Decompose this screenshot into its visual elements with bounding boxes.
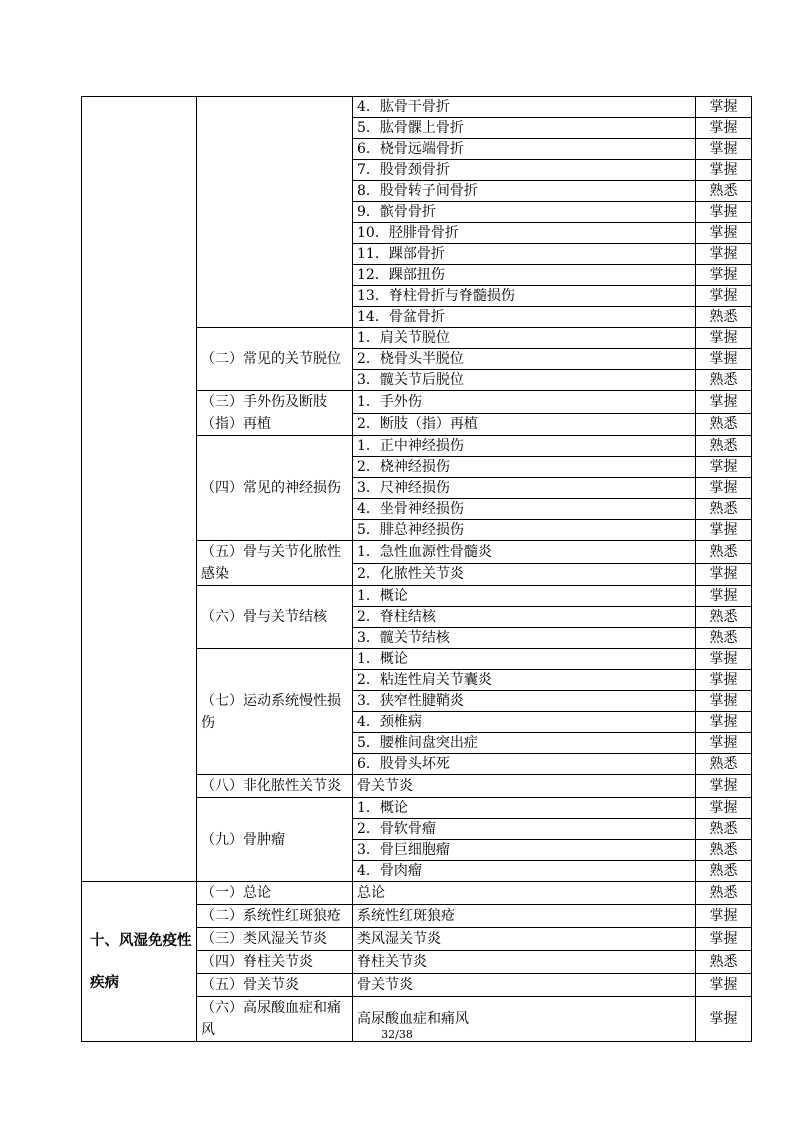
- subsection-cell: （八）非化脓性关节炎: [197, 775, 353, 798]
- item-cell: 13．脊柱骨折与脊髓损伤: [353, 286, 696, 307]
- requirement-cell: 熟悉: [696, 181, 752, 202]
- item-cell: 1．概论: [353, 798, 696, 819]
- requirement-cell: 熟悉: [696, 754, 752, 775]
- subsection-cell: （二）常见的关节脱位: [197, 328, 353, 391]
- requirement-cell: 掌握: [696, 798, 752, 819]
- item-cell: 1．概论: [353, 649, 696, 670]
- item-cell: 2．脊柱结核: [353, 607, 696, 628]
- requirement-cell: 熟悉: [696, 951, 752, 974]
- requirement-cell: 掌握: [696, 202, 752, 223]
- requirement-cell: 掌握: [696, 586, 752, 607]
- item-cell: 10．胫腓骨骨折: [353, 223, 696, 244]
- item-cell: 4．颈椎病: [353, 712, 696, 733]
- item-cell: 1．正中神经损伤: [353, 436, 696, 457]
- subsection-cell: （三）手外伤及断肢（指）再植: [197, 391, 353, 436]
- requirement-cell: 熟悉: [696, 840, 752, 861]
- syllabus-table: [81, 96, 752, 1042]
- item-cell: 3．髋关节结核: [353, 628, 696, 649]
- item-cell: 2．粘连性肩关节囊炎: [353, 670, 696, 691]
- requirement-cell: 熟悉: [696, 882, 752, 905]
- item-cell: 脊柱关节炎: [353, 951, 696, 974]
- requirement-cell: 熟悉: [696, 307, 752, 328]
- item-cell: 3．狭窄性腱鞘炎: [353, 691, 696, 712]
- item-cell: 骨关节炎: [353, 974, 696, 997]
- subsection-cell: （六）骨与关节结核: [197, 586, 353, 649]
- requirement-cell: 掌握: [696, 563, 752, 586]
- item-cell: 类风湿关节炎: [353, 928, 696, 951]
- requirement-cell: 掌握: [696, 328, 752, 349]
- requirement-cell: 掌握: [696, 670, 752, 691]
- requirement-cell: 掌握: [696, 139, 752, 160]
- requirement-cell: 掌握: [696, 265, 752, 286]
- requirement-cell: 掌握: [696, 160, 752, 181]
- requirement-cell: 掌握: [696, 520, 752, 541]
- item-cell: 1．急性血源性骨髓炎: [353, 541, 696, 564]
- item-cell: 系统性红斑狼疮: [353, 905, 696, 928]
- item-cell: 11．踝部骨折: [353, 244, 696, 265]
- item-cell: 3．骨巨细胞瘤: [353, 840, 696, 861]
- item-cell: 2．桡神经损伤: [353, 457, 696, 478]
- item-cell: 1．手外伤: [353, 391, 696, 414]
- item-cell: 高尿酸血症和痛风: [353, 997, 696, 1042]
- subsection-cell: （六）高尿酸血症和痛风: [197, 997, 353, 1042]
- requirement-cell: 掌握: [696, 928, 752, 951]
- requirement-cell: 掌握: [696, 457, 752, 478]
- table-row: [82, 882, 752, 905]
- item-cell: 5．腰椎间盘突出症: [353, 733, 696, 754]
- requirement-cell: 掌握: [696, 691, 752, 712]
- requirement-cell: 熟悉: [696, 370, 752, 391]
- chapter-cell: 十、风湿免疫性疾病: [82, 882, 197, 1042]
- requirement-cell: 熟悉: [696, 499, 752, 520]
- item-cell: 6．桡骨远端骨折: [353, 139, 696, 160]
- requirement-cell: 掌握: [696, 286, 752, 307]
- item-cell: 6．股骨头坏死: [353, 754, 696, 775]
- requirement-cell: 熟悉: [696, 861, 752, 882]
- item-cell: 14．骨盆骨折: [353, 307, 696, 328]
- requirement-cell: 掌握: [696, 905, 752, 928]
- page-number: 32/38: [381, 1028, 413, 1041]
- requirement-cell: 熟悉: [696, 436, 752, 457]
- item-cell: 4．坐骨神经损伤: [353, 499, 696, 520]
- requirement-cell: 掌握: [696, 478, 752, 499]
- item-cell: 总论: [353, 882, 696, 905]
- item-cell: 3．尺神经损伤: [353, 478, 696, 499]
- subsection-cell: [197, 97, 353, 328]
- subsection-cell: （七）运动系统慢性损伤: [197, 649, 353, 775]
- item-cell: 2．断肢（指）再植: [353, 413, 696, 436]
- requirement-cell: 熟悉: [696, 819, 752, 840]
- requirement-cell: 掌握: [696, 997, 752, 1042]
- syllabus-table-body: [82, 97, 752, 1042]
- requirement-cell: 掌握: [696, 97, 752, 118]
- subsection-cell: （五）骨关节炎: [197, 974, 353, 997]
- requirement-cell: 熟悉: [696, 413, 752, 436]
- subsection-cell: （二）系统性红斑狼疮: [197, 905, 353, 928]
- requirement-cell: 掌握: [696, 775, 752, 798]
- item-cell: 2．化脓性关节炎: [353, 563, 696, 586]
- subsection-cell: （四）常见的神经损伤: [197, 436, 353, 541]
- item-cell: 2．骨软骨瘤: [353, 819, 696, 840]
- subsection-cell: （四）脊柱关节炎: [197, 951, 353, 974]
- requirement-cell: 掌握: [696, 349, 752, 370]
- chapter-cell: [82, 97, 197, 882]
- item-cell: 7．股骨颈骨折: [353, 160, 696, 181]
- table-row: [82, 97, 752, 118]
- item-cell: 9．髌骨骨折: [353, 202, 696, 223]
- requirement-cell: 熟悉: [696, 607, 752, 628]
- item-cell: 1．概论: [353, 586, 696, 607]
- item-cell: 4．肱骨干骨折: [353, 97, 696, 118]
- item-cell: 骨关节炎: [353, 775, 696, 798]
- item-cell: 12．踝部扭伤: [353, 265, 696, 286]
- requirement-cell: 掌握: [696, 733, 752, 754]
- requirement-cell: 掌握: [696, 974, 752, 997]
- item-cell: 4．骨肉瘤: [353, 861, 696, 882]
- subsection-cell: （一）总论: [197, 882, 353, 905]
- requirement-cell: 掌握: [696, 649, 752, 670]
- requirement-cell: 掌握: [696, 391, 752, 414]
- item-cell: 5．腓总神经损伤: [353, 520, 696, 541]
- item-cell: 8．股骨转子间骨折: [353, 181, 696, 202]
- requirement-cell: 熟悉: [696, 628, 752, 649]
- requirement-cell: 掌握: [696, 244, 752, 265]
- item-cell: 3．髋关节后脱位: [353, 370, 696, 391]
- requirement-cell: 掌握: [696, 712, 752, 733]
- requirement-cell: 掌握: [696, 223, 752, 244]
- subsection-cell: （五）骨与关节化脓性感染: [197, 541, 353, 586]
- requirement-cell: 熟悉: [696, 541, 752, 564]
- item-cell: 5．肱骨髁上骨折: [353, 118, 696, 139]
- item-cell: 1．肩关节脱位: [353, 328, 696, 349]
- item-cell: 2．桡骨头半脱位: [353, 349, 696, 370]
- subsection-cell: （三）类风湿关节炎: [197, 928, 353, 951]
- requirement-cell: 掌握: [696, 118, 752, 139]
- subsection-cell: （九）骨肿瘤: [197, 798, 353, 882]
